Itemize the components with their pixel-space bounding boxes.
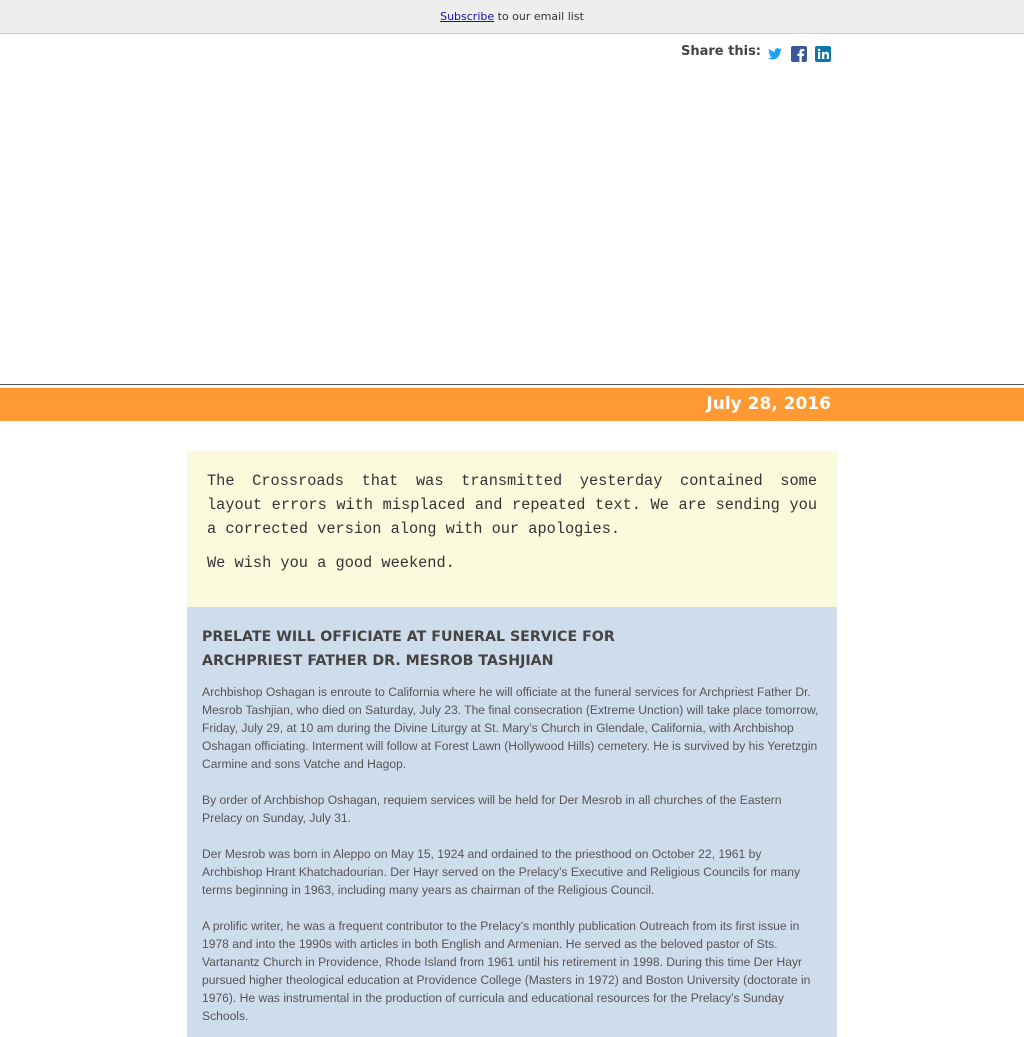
header-divider: [0, 384, 1024, 385]
notice-paragraph-1: The Crossroads that was transmitted yesterday contained some layout errors with misplaced and repeated text. We are sending you a corrected version along with our apologies.: [207, 472, 817, 538]
date-bar: [0, 388, 1024, 421]
subscribe-text: to our email list: [497, 10, 584, 23]
linkedin-icon[interactable]: [815, 46, 831, 62]
article-title-line-2: ARCHPRIEST FATHER DR. MESROB TASHJIAN: [202, 653, 554, 669]
facebook-icon[interactable]: [791, 46, 807, 62]
twitter-icon[interactable]: [767, 46, 783, 62]
article-title: [202, 625, 822, 673]
notice-paragraph-2: We wish you a good weekend.: [207, 554, 455, 572]
share-label: Share this:: [681, 44, 762, 59]
share-icons: [767, 46, 831, 62]
subscribe-bar: [0, 0, 1024, 34]
correction-notice: [187, 451, 837, 607]
issue-date: July 28, 2016: [706, 394, 831, 414]
subscribe-link[interactable]: Subscribe: [440, 10, 495, 23]
article-paragraph: A prolific writer, he was a frequent contributor to the Prelacy’s monthly publication Outreach from its first issue in 1978 and into the 1990s with articles in both English and Armenian. He served as the beloved pastor of Sts. Vartanantz Church in Providence, Rhode Island from 1961 until his retirement in 1998. During this time Der Hayr pursued higher theological education at Providence College (Masters in 1972) and Boston University (doctorate in 1976). He was instrumental in the production of curricula and educational resources for the Prelacy’s Sunday Schools.: [202, 919, 811, 1023]
article-paragraph: Archbishop Oshagan is enroute to California where he will officiate at the funeral services for Archpriest Father Dr. Mesrob Tashjian, who died on Saturday, July 23. The final consecration (Extreme Unction) will take place tomorrow, Friday, July 29, at 10 am during the Divine Liturgy at St. Mary’s Church in Glendale, California, with Archbishop Oshagan officiating. Interment will follow at Forest Lawn (Hollywood Hills) cemetery. He is survived by his Yeretzgin Carmine and sons Vatche and Hagop.: [202, 685, 819, 771]
article-paragraph: By order of Archbishop Oshagan, requiem services will be held for Der Mesrob in all churches of the Eastern Prelacy on Sunday, July 31.: [202, 793, 782, 825]
article-prelate-funeral: [187, 607, 837, 1037]
article-title-line-1: PRELATE WILL OFFICIATE AT FUNERAL SERVICE FOR: [202, 629, 615, 645]
article-paragraph: Der Mesrob was born in Aleppo on May 15, 1924 and ordained to the priesthood on October 22, 1961 by Archbishop Hrant Khatchadourian. Der Hayr served on the Prelacy’s Executive and Religious Councils for many terms beginning in 1963, including many years as chairman of the Religious Council.: [202, 847, 801, 897]
